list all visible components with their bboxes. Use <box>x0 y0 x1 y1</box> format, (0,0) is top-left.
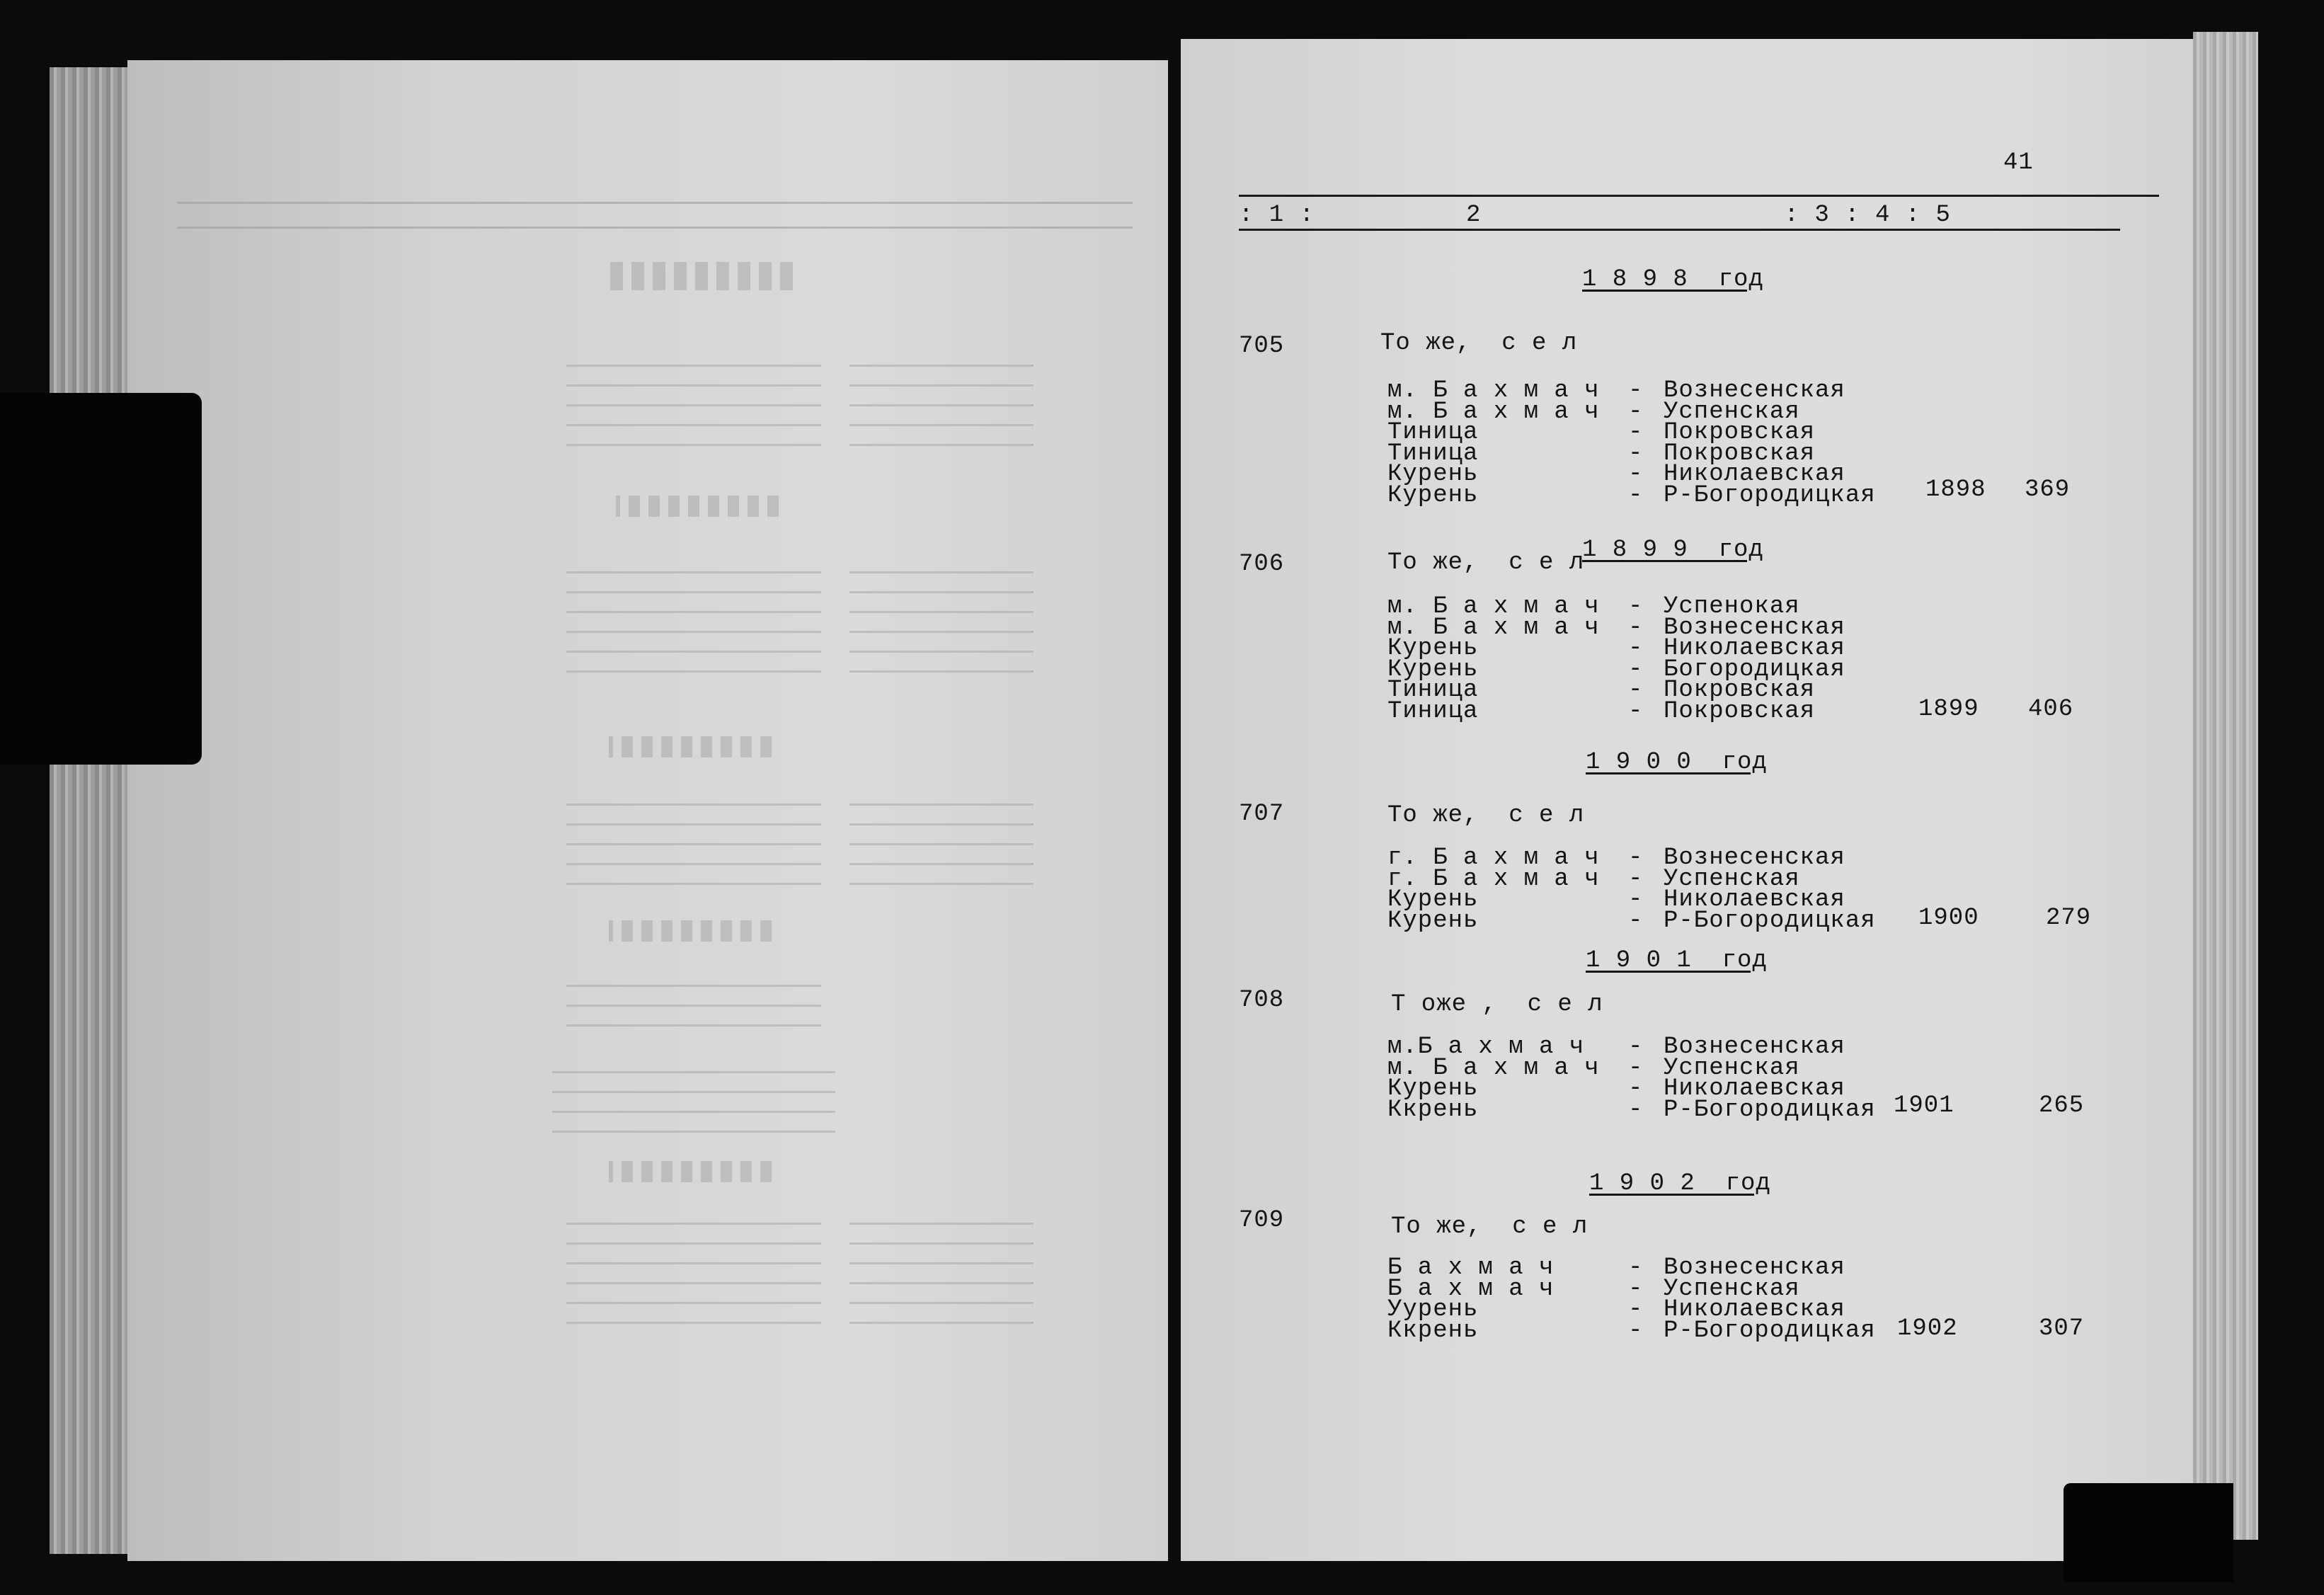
entry-number: 707 <box>1239 801 1285 828</box>
entry-number: 709 <box>1239 1207 1285 1234</box>
record-place: Б а х м а ч <box>1387 1254 1555 1281</box>
year-heading: 1 8 9 8 год <box>1582 266 1764 293</box>
record-church: Успенская <box>1664 1054 1800 1082</box>
record-dash: - <box>1628 1054 1644 1082</box>
record-place: Ккрень <box>1387 1096 1479 1124</box>
record-church: Вознесенская <box>1664 1254 1845 1281</box>
record-dash: - <box>1628 677 1644 704</box>
record-place: Тиница <box>1387 419 1479 446</box>
record-place: Уурень <box>1387 1296 1479 1323</box>
record-place: Тиница <box>1387 697 1479 725</box>
entry-number: 708 <box>1239 987 1285 1014</box>
record-church: Вознесенская <box>1664 845 1845 871</box>
record-place: г. Б а х м а ч <box>1387 865 1600 893</box>
record-church: Успенская <box>1664 1275 1800 1303</box>
record-place: м. Б а х м а ч <box>1387 398 1600 425</box>
left-binder-clip <box>0 393 202 765</box>
record-dash: - <box>1628 865 1644 893</box>
record-place: Б а х м а ч <box>1387 1275 1555 1303</box>
record-place: Курень <box>1387 461 1479 488</box>
record-count: 265 <box>2039 1092 2085 1119</box>
entry-title: То же, с е л <box>1387 802 1585 829</box>
record-church: Вознесенская <box>1664 377 1845 404</box>
year-heading: 1 9 0 1 год <box>1586 947 1768 974</box>
record-dash: - <box>1628 1075 1644 1102</box>
record-dash: - <box>1628 419 1644 446</box>
record-church: Николаевская <box>1664 635 1845 662</box>
record-place: Курень <box>1387 1075 1479 1102</box>
entry-number: 706 <box>1239 551 1285 578</box>
record-dash: - <box>1628 1296 1644 1323</box>
record-church: Вознесенская <box>1664 1034 1845 1061</box>
record-dash: - <box>1628 593 1644 620</box>
record-church: Успенская <box>1664 398 1800 425</box>
record-place: Тиница <box>1387 677 1479 704</box>
record-place: Ккрень <box>1387 1317 1479 1344</box>
record-dash: - <box>1628 845 1644 871</box>
record-dash: - <box>1628 1317 1644 1344</box>
record-place: Курень <box>1387 635 1479 662</box>
record-year: 1899 <box>1918 696 1979 723</box>
record-church: Николаевская <box>1664 1075 1845 1102</box>
header-bottom-rule <box>1239 229 2120 231</box>
record-place: Курень <box>1387 886 1479 913</box>
record-place: м.Б а х м а ч <box>1387 1034 1585 1061</box>
year-heading: 1 8 9 9 год <box>1582 537 1764 564</box>
record-dash: - <box>1628 1275 1644 1303</box>
record-count: 307 <box>2039 1315 2085 1342</box>
column-header: : 1 : 2 : 3 : 4 : 5 <box>1239 202 1951 229</box>
header-top-rule <box>1239 195 2159 197</box>
record-church: Успенская <box>1664 865 1800 893</box>
record-church: Николаевская <box>1664 461 1845 488</box>
record-place: м. Б а х м а ч <box>1387 593 1600 620</box>
record-dash: - <box>1628 440 1644 467</box>
record-place: м. Б а х м а ч <box>1387 377 1600 404</box>
record-dash: - <box>1628 1034 1644 1061</box>
record-church: Р-Богородицкая <box>1664 907 1876 934</box>
record-place: Тиница <box>1387 440 1479 467</box>
right-binder-clip <box>2063 1483 2233 1582</box>
record-dash: - <box>1628 1254 1644 1281</box>
record-year: 1901 <box>1894 1092 1954 1119</box>
record-dash: - <box>1628 461 1644 488</box>
entry-title: То же, с е л <box>1380 330 1578 357</box>
record-dash: - <box>1628 481 1644 509</box>
record-church: Р-Богородицкая <box>1664 481 1876 509</box>
record-year: 1902 <box>1897 1315 1958 1342</box>
record-church: Николаевская <box>1664 1296 1845 1323</box>
page-number: 41 <box>2003 149 2034 176</box>
record-place: Курень <box>1387 481 1479 509</box>
record-church: Покровская <box>1664 697 1816 725</box>
record-place: м. Б а х м а ч <box>1387 614 1600 641</box>
record-place: г. Б а х м а ч <box>1387 845 1600 871</box>
record-place: Курень <box>1387 907 1479 934</box>
record-dash: - <box>1628 635 1644 662</box>
record-church: Успенокая <box>1664 593 1800 620</box>
record-place: Курень <box>1387 656 1479 683</box>
record-church: Николаевская <box>1664 886 1845 913</box>
record-church: Богородицкая <box>1664 656 1845 683</box>
record-dash: - <box>1628 907 1644 934</box>
record-dash: - <box>1628 398 1644 425</box>
record-dash: - <box>1628 1096 1644 1124</box>
book-spine <box>1168 42 1181 1572</box>
right-page-edge <box>2193 32 2258 1540</box>
record-year: 1900 <box>1918 905 1979 932</box>
left-page-edge <box>50 67 131 1554</box>
record-dash: - <box>1628 656 1644 683</box>
record-dash: - <box>1628 886 1644 913</box>
entry-title: Т оже , с е л <box>1391 991 1603 1018</box>
record-church: Р-Богородицкая <box>1664 1317 1876 1344</box>
record-year: 1898 <box>1925 476 1986 503</box>
record-church: Покровская <box>1664 677 1816 704</box>
record-church: Покровская <box>1664 440 1816 467</box>
record-church: Р-Богородицкая <box>1664 1096 1876 1124</box>
record-church: Покровская <box>1664 419 1816 446</box>
entry-title: То же, с е л <box>1387 549 1585 576</box>
record-dash: - <box>1628 697 1644 725</box>
record-dash: - <box>1628 614 1644 641</box>
entry-number: 705 <box>1239 333 1285 360</box>
record-dash: - <box>1628 377 1644 404</box>
record-count: 369 <box>2025 476 2071 503</box>
record-count: 279 <box>2046 905 2092 932</box>
record-church: Вознесенская <box>1664 614 1845 641</box>
record-count: 406 <box>2028 696 2074 723</box>
year-heading: 1 9 0 0 год <box>1586 749 1768 776</box>
year-heading: 1 9 0 2 год <box>1589 1170 1771 1197</box>
entry-title: То же, с е л <box>1391 1213 1589 1240</box>
record-place: м. Б а х м а ч <box>1387 1054 1600 1082</box>
